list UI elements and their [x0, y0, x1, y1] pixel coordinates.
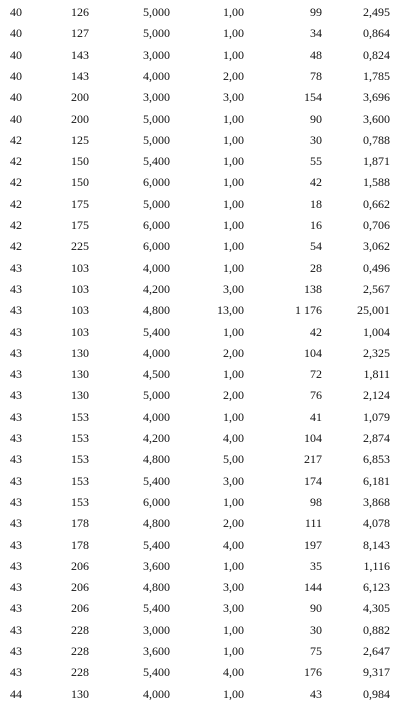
- table-cell-col-6: 2,567: [363, 281, 390, 296]
- table-cell-col-3: 5,400: [143, 601, 170, 616]
- table-cell-col-6: 6,123: [363, 580, 390, 595]
- table-cell-col-1: 43: [10, 558, 22, 573]
- table-cell-col-5: 111: [304, 516, 322, 531]
- table-cell-col-3: 4,800: [143, 516, 170, 531]
- table-cell-col-3: 4,000: [143, 409, 170, 424]
- table-cell-col-1: 43: [10, 473, 22, 488]
- table-cell-col-5: 41: [310, 409, 322, 424]
- table-cell-col-1: 42: [10, 218, 22, 232]
- table-cell-col-2: 175: [71, 218, 89, 232]
- table-cell-col-6: 0,496: [363, 260, 390, 275]
- table-cell-col-6: 6,181: [363, 473, 390, 488]
- table-cell-col-4: 1,00: [223, 175, 244, 190]
- table-cell-col-6: 8,143: [363, 537, 390, 552]
- table-cell-col-5: 72: [310, 367, 322, 382]
- table-cell-col-6: 2,874: [363, 431, 390, 445]
- table-cell-col-3: 5,000: [143, 388, 170, 403]
- table-cell-col-1: 43: [10, 644, 22, 658]
- table-cell-col-4: 1,00: [223, 154, 244, 169]
- table-cell-col-5: 90: [310, 601, 322, 616]
- table-cell-col-4: 1,00: [223, 686, 244, 701]
- table-cell-col-2: 225: [71, 239, 89, 254]
- table-cell-col-4: 2,00: [223, 68, 244, 83]
- table-cell-col-1: 43: [10, 537, 22, 552]
- table-cell-col-1: 42: [10, 196, 22, 211]
- table-cell-col-5: 90: [310, 111, 322, 126]
- table-cell-col-5: 28: [310, 260, 322, 275]
- table-cell-col-4: 3,00: [223, 580, 244, 595]
- table-cell-col-6: 2,647: [363, 644, 390, 658]
- table-row: [0, 430, 409, 446]
- table-cell-col-6: 0,824: [363, 47, 390, 62]
- table-cell-col-2: 153: [71, 473, 89, 488]
- table-row: [0, 451, 409, 467]
- table-cell-col-2: 175: [71, 196, 89, 211]
- table-cell-col-1: 40: [10, 68, 22, 83]
- table-cell-col-1: 40: [10, 90, 22, 105]
- table-row: [0, 494, 409, 510]
- table-cell-col-6: 0,882: [363, 622, 390, 637]
- table-cell-col-5: 30: [310, 622, 322, 637]
- table-cell-col-2: 130: [71, 367, 89, 382]
- table-cell-col-2: 228: [71, 622, 89, 637]
- table-cell-col-5: 30: [310, 132, 322, 147]
- table-cell-col-5: 176: [304, 665, 322, 680]
- table-cell-col-2: 103: [71, 324, 89, 339]
- table-cell-col-4: 3,00: [223, 601, 244, 616]
- table-cell-col-1: 43: [10, 452, 22, 467]
- table-cell-col-3: 3,600: [143, 644, 170, 658]
- table-row: [0, 622, 409, 638]
- table-cell-col-5: 75: [310, 644, 322, 658]
- table-row: [0, 515, 409, 531]
- table-cell-col-6: 25,001: [357, 303, 390, 318]
- table-cell-col-5: 217: [304, 452, 322, 467]
- table-cell-col-3: 4,000: [143, 686, 170, 701]
- table-cell-col-6: 1,588: [363, 175, 390, 190]
- table-row: [0, 89, 409, 105]
- table-cell-col-3: 4,800: [143, 303, 170, 318]
- table-cell-col-1: 43: [10, 345, 22, 360]
- table-cell-col-5: 54: [310, 239, 322, 254]
- table-cell-col-5: 1 176: [295, 303, 322, 318]
- table-cell-col-4: 1,00: [223, 260, 244, 275]
- table-cell-col-3: 5,400: [143, 473, 170, 488]
- table-row: [0, 366, 409, 382]
- table-cell-col-3: 3,000: [143, 90, 170, 105]
- table-cell-col-6: 1,811: [363, 367, 390, 382]
- table-cell-col-5: 18: [310, 196, 322, 211]
- table-cell-col-1: 40: [10, 111, 22, 126]
- table-row: [0, 132, 409, 148]
- table-cell-col-1: 43: [10, 409, 22, 424]
- table-cell-col-1: 43: [10, 260, 22, 275]
- table-cell-col-4: 1,00: [223, 324, 244, 339]
- table-cell-col-4: 1,00: [223, 239, 244, 254]
- table-cell-col-4: 3,00: [223, 473, 244, 488]
- table-cell-col-5: 197: [304, 537, 322, 552]
- table-row: [0, 47, 409, 63]
- table-row: [0, 643, 409, 659]
- table-cell-col-6: 1,871: [363, 154, 390, 169]
- table-cell-col-3: 6,000: [143, 175, 170, 190]
- table-cell-col-3: 5,400: [143, 324, 170, 339]
- table-cell-col-4: 1,00: [223, 26, 244, 41]
- table-row: [0, 4, 409, 20]
- table-cell-col-2: 178: [71, 537, 89, 552]
- table-cell-col-4: 1,00: [223, 132, 244, 147]
- table-row: [0, 153, 409, 169]
- table-row: [0, 664, 409, 680]
- table-cell-col-1: 43: [10, 622, 22, 637]
- table-cell-col-2: 103: [71, 303, 89, 318]
- table-row: [0, 600, 409, 616]
- table-cell-col-4: 2,00: [223, 345, 244, 360]
- table-cell-col-6: 0,788: [363, 132, 390, 147]
- table-cell-col-3: 6,000: [143, 494, 170, 509]
- table-row: [0, 324, 409, 340]
- table-cell-col-2: 130: [71, 345, 89, 360]
- table-cell-col-6: 0,864: [363, 26, 390, 41]
- table-cell-col-3: 4,000: [143, 68, 170, 83]
- table-cell-col-2: 130: [71, 686, 89, 701]
- table-cell-col-5: 78: [310, 68, 322, 83]
- table-cell-col-1: 43: [10, 388, 22, 403]
- table-cell-col-1: 43: [10, 580, 22, 595]
- table-cell-col-4: 1,00: [223, 409, 244, 424]
- table-cell-col-5: 104: [304, 345, 322, 360]
- table-cell-col-6: 0,706: [363, 218, 390, 232]
- table-cell-col-5: 104: [304, 431, 322, 445]
- table-row: [0, 238, 409, 254]
- table-cell-col-2: 150: [71, 175, 89, 190]
- table-cell-col-5: 138: [304, 281, 322, 296]
- table-cell-col-5: 35: [310, 558, 322, 573]
- table-row: [0, 111, 409, 127]
- table-cell-col-5: 99: [310, 5, 322, 19]
- table-cell-col-1: 43: [10, 494, 22, 509]
- table-cell-col-2: 127: [71, 26, 89, 41]
- table-cell-col-6: 1,079: [363, 409, 390, 424]
- table-cell-col-2: 126: [71, 5, 89, 19]
- table-row: [0, 558, 409, 574]
- table-cell-col-6: 2,495: [363, 5, 390, 19]
- table-cell-col-4: 1,00: [223, 111, 244, 126]
- table-cell-col-3: 3,000: [143, 47, 170, 62]
- table-cell-col-4: 4,00: [223, 537, 244, 552]
- table-cell-col-2: 153: [71, 452, 89, 467]
- table-row: [0, 281, 409, 297]
- table-cell-col-6: 4,305: [363, 601, 390, 616]
- table-cell-col-3: 5,000: [143, 5, 170, 19]
- table-cell-col-5: 34: [310, 26, 322, 41]
- table-row: [0, 409, 409, 425]
- table-cell-col-2: 228: [71, 644, 89, 658]
- table-cell-col-1: 40: [10, 26, 22, 41]
- table-cell-col-2: 153: [71, 409, 89, 424]
- table-row: [0, 537, 409, 553]
- table-cell-col-5: 42: [310, 175, 322, 190]
- table-cell-col-3: 5,400: [143, 665, 170, 680]
- table-cell-col-5: 43: [310, 686, 322, 701]
- table-cell-col-6: 0,984: [363, 686, 390, 701]
- table-cell-col-1: 44: [10, 686, 22, 701]
- table-cell-col-3: 6,000: [143, 239, 170, 254]
- table-cell-col-3: 5,000: [143, 26, 170, 41]
- table-cell-col-6: 3,062: [363, 239, 390, 254]
- table-cell-col-2: 143: [71, 47, 89, 62]
- table-cell-col-5: 76: [310, 388, 322, 403]
- table-cell-col-3: 3,600: [143, 558, 170, 573]
- table-cell-col-1: 43: [10, 431, 22, 445]
- table-row: [0, 217, 409, 233]
- table-cell-col-6: 3,696: [363, 90, 390, 105]
- table-cell-col-5: 154: [304, 90, 322, 105]
- table-cell-col-6: 3,600: [363, 111, 390, 126]
- table-cell-col-2: 153: [71, 494, 89, 509]
- table-row: [0, 302, 409, 318]
- table-cell-col-3: 6,000: [143, 218, 170, 232]
- table-cell-col-1: 42: [10, 154, 22, 169]
- table-cell-col-3: 3,000: [143, 622, 170, 637]
- table-cell-col-1: 42: [10, 132, 22, 147]
- table-cell-col-4: 5,00: [223, 452, 244, 467]
- table-cell-col-6: 1,004: [363, 324, 390, 339]
- table-cell-col-1: 43: [10, 324, 22, 339]
- table-cell-col-1: 42: [10, 239, 22, 254]
- table-cell-col-1: 43: [10, 281, 22, 296]
- table-row: [0, 686, 409, 702]
- table-cell-col-6: 1,785: [363, 68, 390, 83]
- table-cell-col-2: 125: [71, 132, 89, 147]
- table-row: [0, 260, 409, 276]
- table-cell-col-4: 4,00: [223, 431, 244, 445]
- table-cell-col-1: 43: [10, 303, 22, 318]
- table-cell-col-2: 200: [71, 90, 89, 105]
- table-cell-col-4: 1,00: [223, 558, 244, 573]
- table-cell-col-4: 1,00: [223, 644, 244, 658]
- table-cell-col-3: 5,000: [143, 196, 170, 211]
- table-cell-col-1: 42: [10, 175, 22, 190]
- table-cell-col-3: 5,400: [143, 154, 170, 169]
- table-cell-col-4: 2,00: [223, 516, 244, 531]
- table-cell-col-4: 1,00: [223, 47, 244, 62]
- table-cell-col-5: 55: [310, 154, 322, 169]
- table-cell-col-2: 178: [71, 516, 89, 531]
- table-cell-col-4: 3,00: [223, 90, 244, 105]
- table-cell-col-1: 40: [10, 5, 22, 19]
- table-row: [0, 174, 409, 190]
- table-cell-col-1: 43: [10, 601, 22, 616]
- table-cell-col-3: 5,000: [143, 111, 170, 126]
- table-cell-col-5: 174: [304, 473, 322, 488]
- table-cell-col-5: 98: [310, 494, 322, 509]
- table-cell-col-6: 4,078: [363, 516, 390, 531]
- table-row: [0, 387, 409, 403]
- table-cell-col-5: 48: [310, 47, 322, 62]
- table-cell-col-4: 3,00: [223, 281, 244, 296]
- table-cell-col-2: 143: [71, 68, 89, 83]
- table-row: [0, 345, 409, 361]
- table-cell-col-5: 16: [310, 218, 322, 232]
- table-row: [0, 25, 409, 41]
- table-cell-col-3: 4,000: [143, 345, 170, 360]
- table-cell-col-1: 43: [10, 516, 22, 531]
- table-cell-col-6: 3,868: [363, 494, 390, 509]
- table-cell-col-4: 1,00: [223, 196, 244, 211]
- table-cell-col-3: 4,800: [143, 452, 170, 467]
- table-cell-col-2: 150: [71, 154, 89, 169]
- table-cell-col-3: 4,500: [143, 367, 170, 382]
- table-cell-col-4: 1,00: [223, 622, 244, 637]
- table-row: [0, 196, 409, 212]
- table-cell-col-6: 9,317: [363, 665, 390, 680]
- table-cell-col-4: 13,00: [217, 303, 244, 318]
- table-cell-col-1: 43: [10, 367, 22, 382]
- table-row: [0, 579, 409, 595]
- table-cell-col-6: 6,853: [363, 452, 390, 467]
- table-cell-col-2: 153: [71, 431, 89, 445]
- table-cell-col-1: 43: [10, 665, 22, 680]
- table-cell-col-3: 4,200: [143, 281, 170, 296]
- table-cell-col-6: 2,124: [363, 388, 390, 403]
- table-cell-col-3: 5,000: [143, 132, 170, 147]
- table-cell-col-6: 2,325: [363, 345, 390, 360]
- table-cell-col-4: 2,00: [223, 388, 244, 403]
- table-cell-col-3: 4,000: [143, 260, 170, 275]
- table-cell-col-4: 1,00: [223, 218, 244, 232]
- table-cell-col-4: 1,00: [223, 367, 244, 382]
- table-cell-col-4: 1,00: [223, 494, 244, 509]
- table-cell-col-2: 206: [71, 580, 89, 595]
- table-cell-col-2: 103: [71, 281, 89, 296]
- table-cell-col-2: 103: [71, 260, 89, 275]
- table-cell-col-6: 0,662: [363, 196, 390, 211]
- table-cell-col-3: 4,200: [143, 431, 170, 445]
- table-cell-col-2: 228: [71, 665, 89, 680]
- table-row: [0, 68, 409, 84]
- table-cell-col-1: 40: [10, 47, 22, 62]
- table-cell-col-4: 4,00: [223, 665, 244, 680]
- table-cell-col-4: 1,00: [223, 5, 244, 19]
- table-cell-col-5: 144: [304, 580, 322, 595]
- table-cell-col-5: 42: [310, 324, 322, 339]
- table-cell-col-3: 5,400: [143, 537, 170, 552]
- table-cell-col-2: 206: [71, 601, 89, 616]
- table-cell-col-2: 200: [71, 111, 89, 126]
- table-row: [0, 473, 409, 489]
- table-cell-col-2: 130: [71, 388, 89, 403]
- table-cell-col-6: 1,116: [363, 558, 390, 573]
- table-cell-col-3: 4,800: [143, 580, 170, 595]
- table-cell-col-2: 206: [71, 558, 89, 573]
